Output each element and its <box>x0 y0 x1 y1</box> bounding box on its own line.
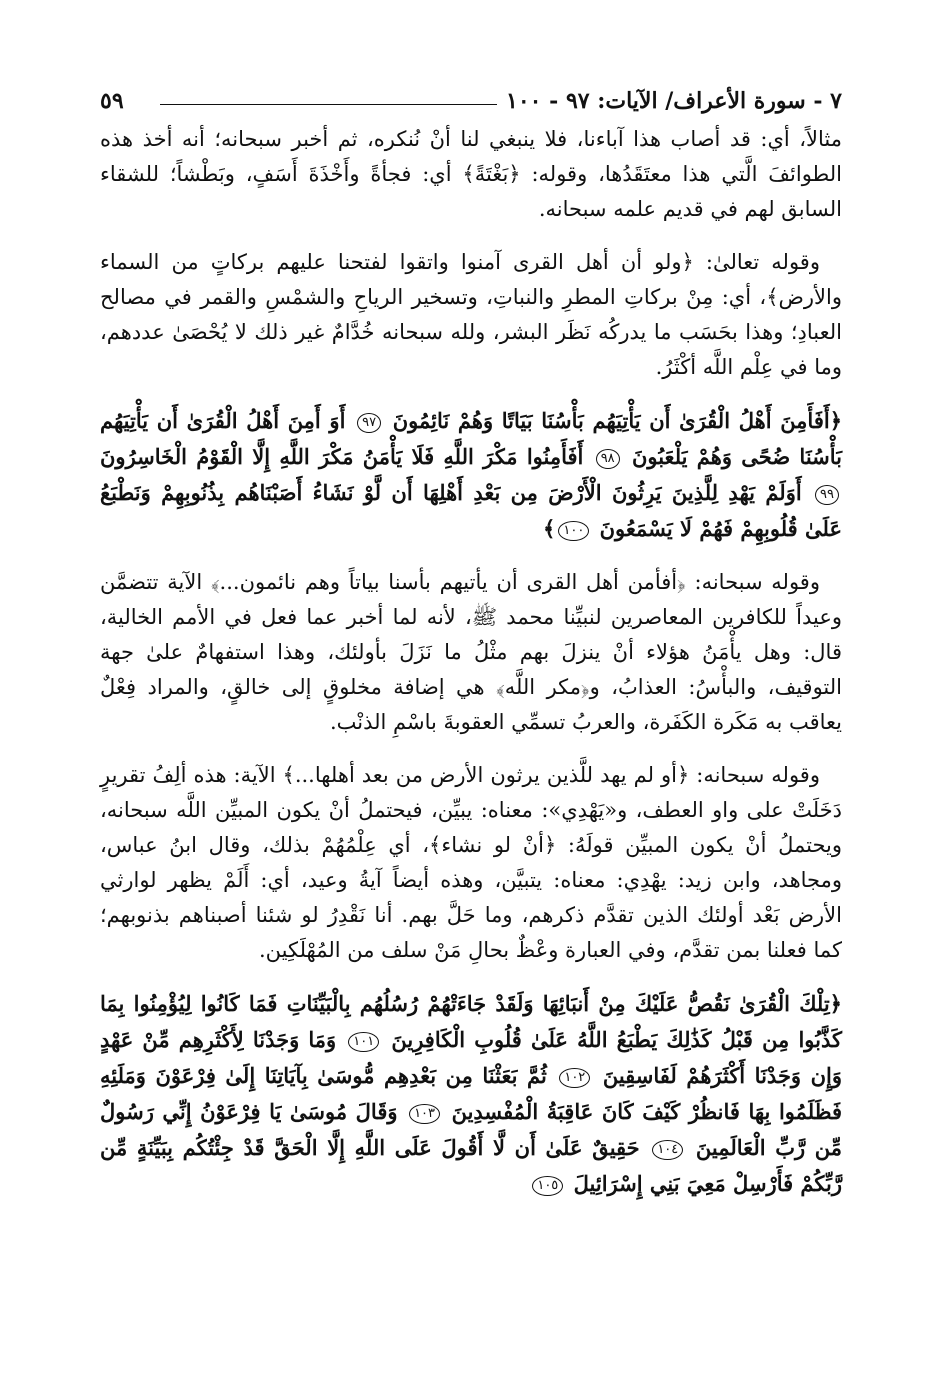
verse-text: ثُمَّ بَعَثْنَا مِن بَعْدِهِم مُّوسَىٰ بِآيَاتِنَا إِلَىٰ فِرْعَوْنَ وَمَلَئِهِ فَظَلَمُوا بِهَا فَانظُرْ كَيْفَ كَانَ عَاقِبَةُ الْمُفْسِدِينَ <box>100 1063 842 1124</box>
paragraph-text: وقوله سبحانه: ﴿أو لم يهد للَّذين يرثون الأرض من بعد أهلها...﴾ الآية: هذه ألِفُ تقريرٍ دَخَلَتْ على واو العطف، و«يَهْدِي»: معناه: يبيِّن، فيحتملُ أنْ يكون المبيِّن اللَّه سبحانه، ويحتملُ أنْ يكون المبيِّن قولَهُ: ﴿أنْ لو نشاء﴾، أي عِلْمُهُمْ بذلك، وقال ابنُ عباس، ومجاهد، وابن زيد: يهْدِي: معناه: يتبيَّن، وهذه أيضاً آيةُ وعيد، أي: أَلَمْ يظهر لوارثي الأرض بَعْد أولئك الذين تقدَّم ذكرهم، وما حَلَّ بهم. أنا نَقْدِرُ لو شئنا أصبناهم بذنوبهم؛ كما فعلنا بمن تقدَّم، وفي العبارة وعْظٌ بحالِ مَنْ سلف من المُهْلَكِين. <box>100 763 842 962</box>
running-title: ٧ - سورة الأعراف/ الآيات: ٩٧ - ١٠٠ <box>506 88 842 114</box>
verse-text: أَوَ أَمِنَ أَهْلُ الْقُرَىٰ أَن يَأْتِيَهُم بَأْسُنَا ضُحًى وَهُمْ يَلْعَبُونَ <box>100 408 843 469</box>
ayah-number: ١٠٢ <box>559 1068 590 1088</box>
verse-text: أَفَأَمِنُوا مَكْرَ اللَّهِ فَلَا يَأْمَنُ مَكْرَ اللَّهِ إِلَّا الْقَوْمُ الْخَاسِرُونَ <box>100 444 584 469</box>
paragraph <box>100 565 842 740</box>
quran-verses-block <box>100 986 842 1202</box>
verse-text: حَقِيقٌ عَلَىٰ أَن لَّا أَقُولَ عَلَى اللَّهِ إِلَّا الْحَقَّ قَدْ جِئْتُكُم بِبَيِّنَةٍ مِّن رَّبِّكُمْ فَأَرْسِلْ مَعِيَ بَنِي إِسْرَائِيلَ <box>100 1135 842 1196</box>
paragraph <box>100 758 842 968</box>
ayah-number: ١٠١ <box>348 1032 379 1052</box>
ayah-number: ١٠٥ <box>532 1176 563 1196</box>
book-page <box>100 88 842 1220</box>
ayah-number: ١٠٠ <box>558 521 589 541</box>
verse-text: وَقَالَ مُوسَىٰ يَا فِرْعَوْنُ إِنِّي رَسُولٌ مِّن رَّبِّ الْعَالَمِينَ <box>100 1099 842 1160</box>
paragraph-text: وقوله تعالىٰ: ﴿ولو أن أهل القرى آمنوا واتقوا لفتحنا عليهم بركاتٍ من السماء والأرض﴾، أي: مِنْ بركاتِ المطرِ والنباتِ، وتسخير الرياحِ والشمْسِ والقمر في مصالح العبادِ؛ وهذا بحَسَب ما يدركُه نَظَر البشر، ولله سبحانه خُدَّامٌ غير ذلك لا يُحْصَىٰ عددهم، وما في عِلْم اللَّه أكْثَرُ. <box>100 250 842 379</box>
verse-text: ﴿أَفَأَمِنَ أَهْلُ الْقُرَىٰ أَن يَأْتِيَهُم بَأْسُنَا بَيَاتًا وَهُمْ نَائِمُونَ <box>392 408 843 433</box>
page-header <box>100 88 842 122</box>
ayah-number: ١٠٣ <box>409 1104 440 1124</box>
ayah-number: ٩٨ <box>596 449 620 469</box>
ayah-number: ٩٩ <box>815 485 839 505</box>
closing-bracket: ﴾ <box>543 516 556 541</box>
paragraph-text: وقوله سبحانه: ﴿أفأمن أهل القرى أن يأتيهم بأسنا بياتاً وهم نائمون...﴾ الآية تتضمَّن وعيداً للكافرين المعاصرين لنبيِّنا محمد ﷺ، لأنه لما أخبر عما فعل في الأمم الخالية، قال: وهل يأْمَنُ هؤلاء أنْ ينزلَ بهم مثْلُ ما نَزَلَ بأولئك، وهذا استفهامٌ علىٰ جهة التوقيف، والبأْسُ: العذابُ، و﴿مكر اللَّه﴾ هي إضافة مخلوقٍ إلى خالقٍ، والمراد فِعْلٌ يعاقب به مَكَرة الكَفَرة، والعربُ تسمِّي العقوبةَ باسْمِ الذنْب. <box>100 570 842 734</box>
header-rule <box>160 104 497 105</box>
paragraph-text: مثالاً، أي: قد أصاب هذا آباءنا، فلا ينبغي لنا أنْ نُنكره، ثم أخبر سبحانه؛ أنه أخذ هذه الطوائفَ الَّتي هذا معتَقَدُها، وقوله: ﴿بَغْتَةً﴾ أي: فجأةً وأَخْذَةَ أَسَفٍ، وبَطْشاً؛ للشقاء السابق لهم في قديم علمه سبحانه. <box>100 127 842 221</box>
verse-text: ﴿تِلْكَ الْقُرَىٰ نَقُصُّ عَلَيْكَ مِنْ أَنبَائِهَا وَلَقَدْ جَاءَتْهُمْ رُسُلُهُم بِالْبَيِّنَاتِ فَمَا كَانُوا لِيُؤْمِنُوا بِمَا كَذَّبُوا مِن قَبْلُ كَذَٰلِكَ يَطْبَعُ اللَّهُ عَلَىٰ قُلُوبِ الْكَافِرِينَ <box>100 991 842 1052</box>
paragraph <box>100 122 842 227</box>
paragraph <box>100 245 842 385</box>
ayah-number: ١٠٤ <box>652 1140 683 1160</box>
page-number: ٥٩ <box>100 88 124 114</box>
verse-text: أَوَلَمْ يَهْدِ لِلَّذِينَ يَرِثُونَ الْأَرْضَ مِن بَعْدِ أَهْلِهَا أَن لَّوْ نَشَاءُ أَصَبْنَاهُم بِذُنُوبِهِمْ وَنَطْبَعُ عَلَىٰ قُلُوبِهِمْ فَهُمْ لَا يَسْمَعُونَ <box>100 480 842 541</box>
quran-verses-block <box>100 403 842 547</box>
verse-text: وَمَا وَجَدْنَا لِأَكْثَرِهِم مِّنْ عَهْدٍ وَإِن وَجَدْنَا أَكْثَرَهُمْ لَفَاسِقِينَ <box>100 1027 843 1088</box>
ayah-number: ٩٧ <box>357 413 381 433</box>
